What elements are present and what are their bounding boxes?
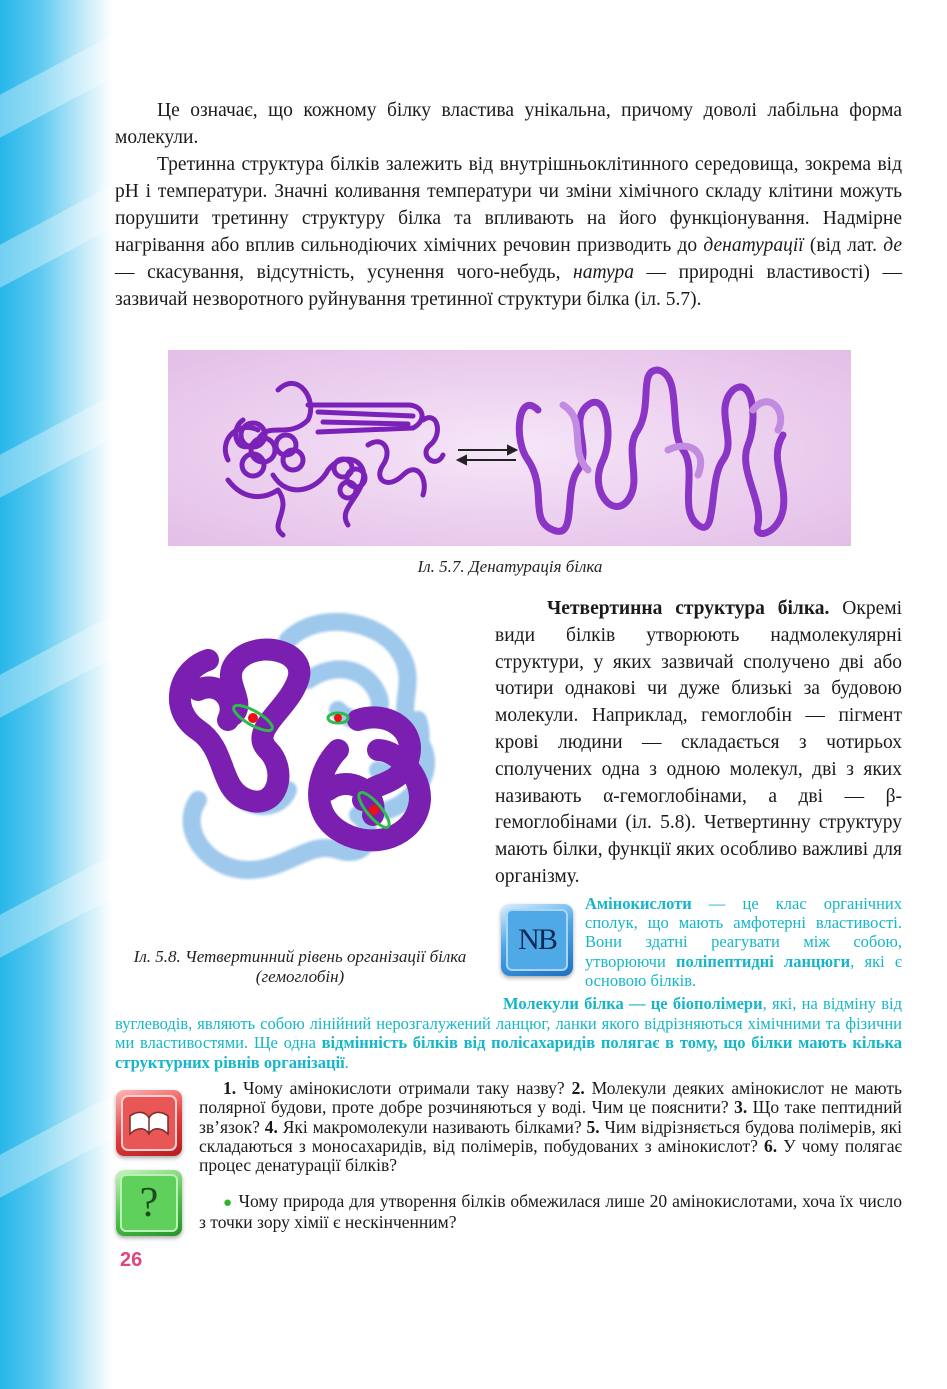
nb-icon: NB <box>501 904 573 976</box>
question-icon: ? <box>116 1170 182 1236</box>
hemoglobin-figure <box>138 600 468 900</box>
hemoglobin-illustration <box>138 600 468 900</box>
page-number: 26 <box>120 1249 143 1271</box>
side-decoration <box>0 0 112 1389</box>
review-questions: 1. Чому амінокислоти отримали таку назву? 2. Молекули деяких амінокислот не мають полярної будови, проте добре розчиняються у воді. Чим це пояснити? 3. Що таке пептидний зв’язок? 4. Які макромолекули називають білками? 5. Чим відрізняється будова полімерів, які складаються з моносахаридів, від полімерів, побудованих з амінокислот? 6. У чому полягає процес денатурації білків? <box>199 1078 903 1176</box>
figure-5-7-caption: Іл. 5.7. Денатурація білка <box>417 557 603 576</box>
biopolymer-note: Молекули білка — це біополімери, які, на відміну від вуглеводів, являють собою лінійний нерозгалужений ланцюг, ланки якого відрізняються хімічними та фізични ми властивостями. Ще одна відмінність білків від полісахаридів полягає в тому, що білки мають кілька структурних рівнів організації. <box>115 994 902 1072</box>
figure-5-8-caption: Іл. 5.8. Четвертинний рівень організації білка (гемоглобін) <box>133 947 467 986</box>
quaternary-heading: Четвертинна структура білка. <box>547 598 830 619</box>
nb-note: Амінокислоти — це клас органічних сполук, що мають амфотерні властивості. Вони здатні реагувати між собою, утворюючи поліпептидні ланцюги, які є основою білків. <box>585 894 902 990</box>
paragraph-tertiary: Третинна структура білків залежить від внутрішньоклітинного середовища, зокрема від pH і температури. Значні коливання температури чи зміни хімічного складу клітини можуть порушити третинну структуру білка та впливають на його функціонування. Надмірне нагрівання або вплив сильнодіючих хімічних речовин призводить до денатурації (від лат. де — скасування, відсутність, усунення чого-небудь, натура — природні властивості) — зазвичай незворотного руйнування третинної структури білка (іл. 5.7). <box>115 154 902 310</box>
book-icon <box>116 1090 182 1156</box>
paragraph-form: Це означає, що кожному білку властива унікальна, причому доволі лабільна форма молекули. <box>115 100 902 148</box>
denaturation-illustration <box>168 350 851 546</box>
think-question: ● Чому природа для утворення білків обмежилася лише 20 амінокислотами, хоча їх число з точки зору хімії є нескінченним? <box>199 1191 902 1233</box>
quaternary-paragraph: Четвертинна структура білка. Окремі види білків утворюють надмолекулярні структури, у яких зазвичай сполучено дві або чотири однакові чи дуже близькі за будовою молекули. Наприклад, гемоглобін — пігмент крові людини — складається з чотирьох сполучених одна з одною молекул, дві з яких називають α-гемоглобінами, а дві — β-гемоглобінами (іл. 5.8). Четвертинну структуру мають білки, функції яких особливо важливі для організму. <box>495 598 902 887</box>
denaturation-figure <box>168 350 851 546</box>
